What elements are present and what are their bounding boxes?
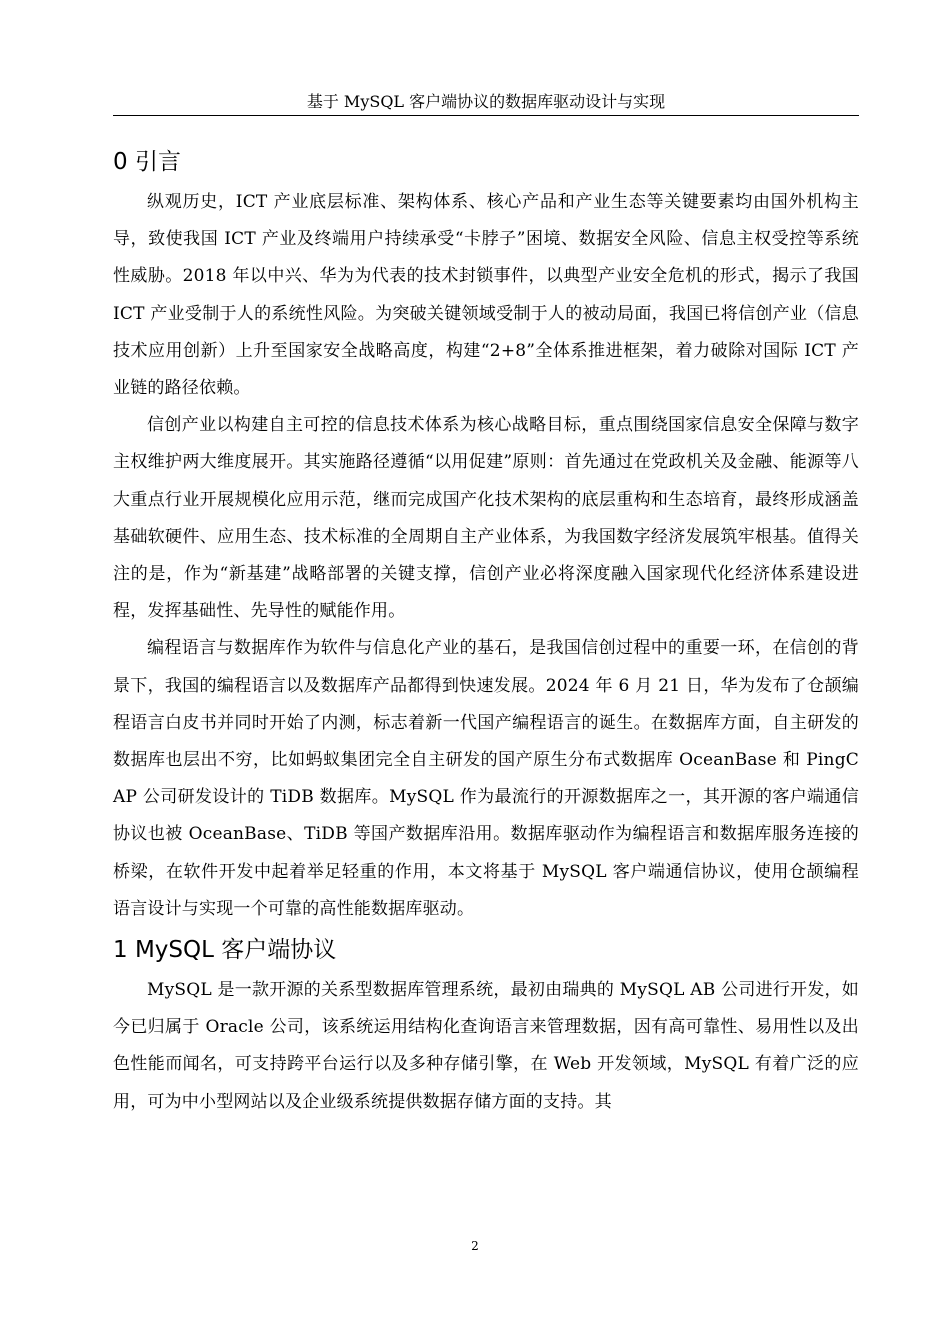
paragraph: MySQL 是一款开源的关系型数据库管理系统，最初由瑞典的 MySQL AB 公司进行开发，如今已归属于 Oracle 公司，该系统运用结构化查询语言来管理数据，因有高可靠性、易用性以及出色性能而闻名，可支持跨平台运行以及多种存储引擎，在 Web 开发领域，MySQL 有着广泛的应用，可为中小型网站以及企业级系统提供数据存储方面的支持。其 — [113, 980, 859, 1112]
section-heading-mysql-protocol: 1 MySQL 客户端协议 — [113, 937, 337, 964]
paragraph: 纵观历史，ICT 产业底层标准、架构体系、核心产品和产业生态等关键要素均由国外机构主导，致使我国 ICT 产业及终端用户持续承受“卡脖子”困境、数据安全风险、信息主权受控等系统性威胁。2018 年以中兴、华为为代表的技术封锁事件，以典型产业安全危机的形式，揭示了我国 ICT 产业受制于人的系统性风险。为突破关键领域受制于人的被动局面，我国已将信创产业（信息技术应用创新）上升至国家安全战略高度，构建“2+8”全体系推进框架，着力破除对国际 ICT 产业链的路径依赖。 — [113, 192, 859, 399]
paragraph: 信创产业以构建自主可控的信息技术体系为核心战略目标，重点围绕国家信息安全保障与数字主权维护两大维度展开。其实施路径遵循“以用促建”原则：首先通过在党政机关及金融、能源等八大重点行业开展规模化应用示范，继而完成国产化技术架构的底层重构和生态培育，最终形成涵盖基础软硬件、应用生态、技术标准的全周期自主产业体系，为我国数字经济发展筑牢根基。值得关注的是，作为“新基建”战略部署的关键支撑，信创产业必将深度融入国家现代化经济体系建设进程，发挥基础性、先导性的赋能作用。 — [113, 415, 859, 622]
header-divider — [113, 115, 859, 116]
running-header: 基于 MySQL 客户端协议的数据库驱动设计与实现 — [306, 92, 666, 111]
page-body — [113, 140, 859, 1121]
paragraph: 编程语言与数据库作为软件与信息化产业的基石，是我国信创过程中的重要一环，在信创的背景下，我国的编程语言以及数据库产品都得到快速发展。2024 年 6 月 21 日，华为发布了仓颉编程语言白皮书并同时开始了内测，标志着新一代国产编程语言的诞生。在数据库方面，自主研发的数据库也层出不穷，比如蚂蚁集团完全自主研发的国产原生分布式数据库 OceanBase 和 PingCAP 公司研发设计的 TiDB 数据库。MySQL 作为最流行的开源数据库之一，其开源的客户端通信协议也被 OceanBase、TiDB 等国产数据库沿用。数据库驱动作为编程语言和数据库服务连接的桥梁，在软件开发中起着举足轻重的作用，本文将基于 MySQL 客户端通信协议，使用仓颉编程语言设计与实现一个可靠的高性能数据库驱动。 — [113, 638, 859, 919]
page-number: 2 — [471, 1239, 479, 1253]
section-heading-introduction: 0 引言 — [113, 149, 181, 175]
